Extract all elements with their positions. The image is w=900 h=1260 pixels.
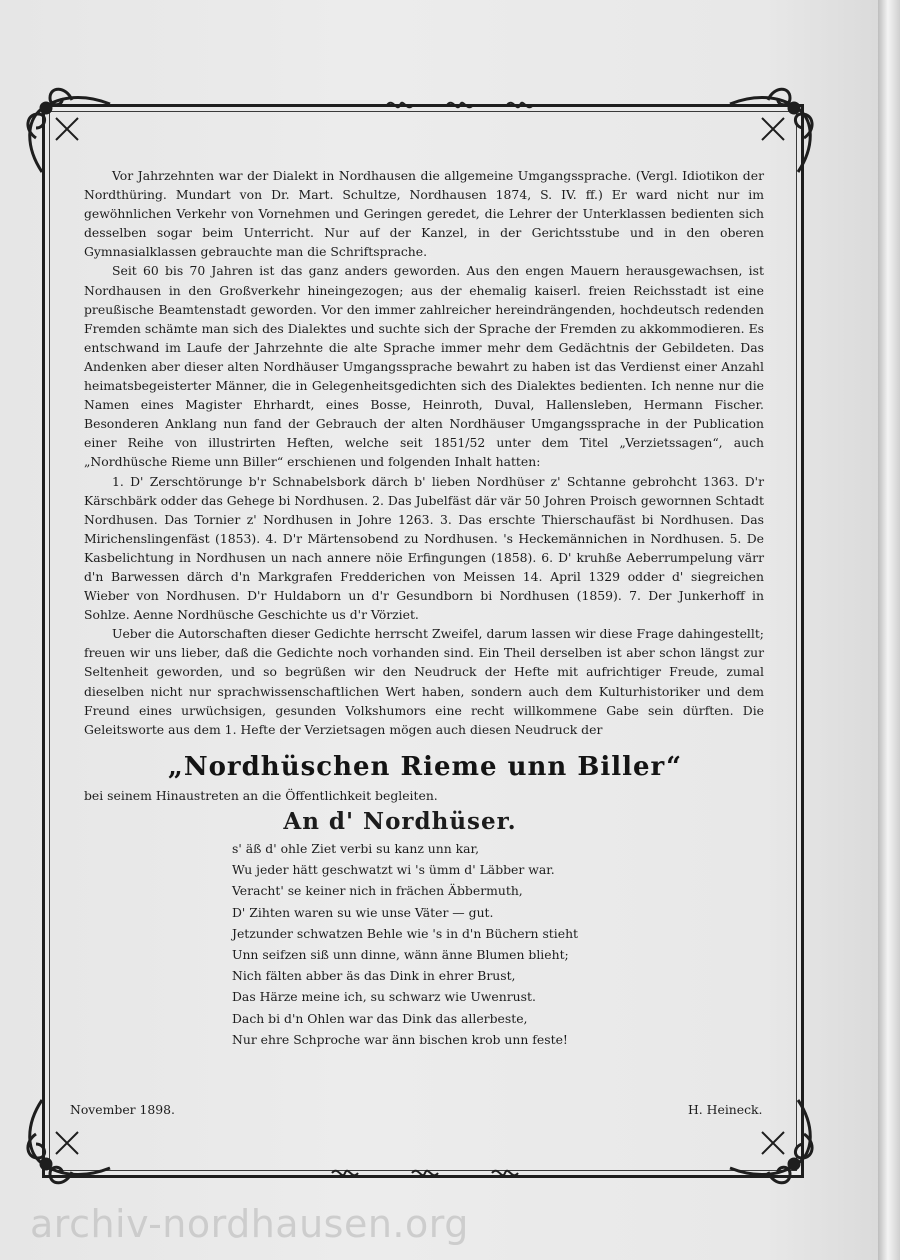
border-ornament-bottom-1 xyxy=(330,1165,360,1181)
headline-title: „Nordhüschen Rieme unn Biller“ xyxy=(167,752,683,782)
paragraph-1: Vor Jahrzehnten war der Dialekt in Nordhausen die allgemeine Umgangssprache. (Vergl. Idiotikon der Nordthüring. Mundart von Dr. Mart. Schultze, Nordhausen 1874, S. IV. ff.) Er ward nicht nur im gewöhnlichen Verkehr von Vornehmen und Geringen geredet, die Lehrer der Unterklassen bedienten sich desselben sogar beim Unterricht. Nur auf der Kanzel, in der Gerichtsstube und in den oberen Gymnasialklassen gebrauchte man die Schriftsprache. xyxy=(84,168,764,260)
poem-line: D' Zihten waren su wie unse Väter — gut. xyxy=(232,904,494,920)
poem-line: Wu jeder hätt geschwatzt wi 's ümm d' Läbber war. xyxy=(232,862,555,878)
paragraph-2: Seit 60 bis 70 Jahren ist das ganz anders geworden. Aus den engen Mauern herausgewachsen, ist Nordhausen in den Großverkehr hineingezogen; aus der ehemalig kaiserl. freien Reichsstadt ist eine preußische Beamtenstadt geworden. Vor den immer zahlreicher hereindrängenden, hochdeutsch redenden Fremden schämte man sich des Dialektes und suchte sich der Sprache der Fremden zu akkommodieren. Es entschwand im Laufe der Jahrzehnte die alte Sprache immer mehr dem Gedächtnis der Gebildeten. Das Andenken aber dieser alten Nordhäuser Umgangssprache bewahrt zu haben ist das Verdienst einer Anzahl heimatsbegeisterter Männer, die in Gelegenheitsgedichten sich des Dialektes bedienten. Ich nenne nur die Namen eines Magister Ehrhardt, eines Bosse, Heinroth, Duval, Hallensleben, Hermann Fischer. Besonderen Anklang nun fand der Gebrauch der alten Nordhäuser Umgangssprache in der Publication einer Reihe von illustrirten Heften, welche seit 1851/52 unter dem Titel „Verzietssagen“, auch „Nordhüsche Rieme unn Biller“ erschienen und folgenden Inhalt hatten: xyxy=(84,263,764,470)
poem-line: Nich fälten abber äs das Dink in ehrer Brust, xyxy=(232,968,516,984)
poem-line: s' äß d' ohle Ziet verbi su kanz unn kar, xyxy=(232,841,480,856)
border-ornament-top-3 xyxy=(505,97,535,113)
border-ornament-top-2 xyxy=(445,97,475,113)
border-ornament-top-1 xyxy=(385,97,415,113)
poem-line: Nur ehre Schproche war änn bischen krob unn feste! xyxy=(232,1031,568,1047)
corner-ornament-top-right xyxy=(728,78,824,174)
border-ornament-bottom-3 xyxy=(490,1165,520,1181)
poem-line: Jetzunder schwatzen Behle wie 's in d'n Büchern stieht xyxy=(232,925,579,941)
watermark: archiv-nordhausen.org xyxy=(30,1202,469,1246)
body-text xyxy=(84,166,764,739)
poem-line: Veracht' se keiner nich in frächen Äbbermuth, xyxy=(232,883,523,899)
paragraph-4: Ueber die Autorschaften dieser Gedichte herrscht Zweifel, darum lassen wir diese Frage dahingestellt; freuen wir uns lieber, daß die Gedichte noch vorhanden sind. Ein Theil derselben ist aber schon längst zur Seltenheit geworden, und so begrüßen wir den Neudruck der Hefte mit aufrichtiger Freude, zumal dieselben nicht nur sprachwissenschaftlichen Wert haben, sondern auch dem Kulturhistoriker und dem Freund eines urwüchsigen, gesunden Volkshumors eine recht willkommene Gabe sein dürften. Die Geleitsworte aus dem 1. Hefte der Verzietsagen mögen auch diesen Neudruck der xyxy=(84,626,764,737)
corner-ornament-top-left xyxy=(16,78,112,174)
author-signature: H. Heineck. xyxy=(688,1102,763,1117)
date-line: November 1898. xyxy=(70,1102,175,1117)
poem xyxy=(232,838,652,1050)
page-edge-shadow xyxy=(878,0,900,1260)
border-ornament-bottom-2 xyxy=(410,1165,440,1181)
poem-line: Das Härze meine ich, su schwarz wie Uwenrust. xyxy=(232,989,536,1005)
poem-line: Dach bi d'n Ohlen war das Dink das allerbeste, xyxy=(232,1010,528,1026)
poem-title: An d' Nordhüser. xyxy=(283,808,517,835)
poem-line: Unn seifzen siß unn dinne, wänn änne Blumen blieht; xyxy=(232,947,569,963)
headline-subline: bei seinem Hinaustreten an die Öffentlichkeit begleiten. xyxy=(84,788,438,803)
paragraph-3: 1. D' Zerschtörunge b'r Schnabelsbork därch b' lieben Nordhüser z' Schtanne gebrohcht 1363. D'r Kärschbärk odder das Gehege bi Nordhusen. 2. Das Jubelfäst där vär 50 Johren Proisch gewornnen Schtadt Nordhusen. Das Tornier z' Nordhusen in Johre 1263. 3. Das erschte Thierschaufäst bi Nordhusen. Das Mirichenslingenfäst (1853). 4. D'r Märtensobend zu Nordhusen. 's Heckemännichen in Nordhusen. 5. De Kasbelichtung in Nordhusen un nach annere nöie Erfingungen (1858). 6. D' kruhße Aeberrumpelung värr d'n Barwessen därch d'n Markgrafen Fredderichen von Meissen 14. April 1329 odder d' siegreichen Wieber von Nordhusen. D'r Huldaborn un d'r Gesundborn bi Nordhusen (1859). 7. Der Junkerhoff in Sohlze. Aenne Nordhüsche Geschichte us d'r Vörziet. xyxy=(84,473,764,623)
